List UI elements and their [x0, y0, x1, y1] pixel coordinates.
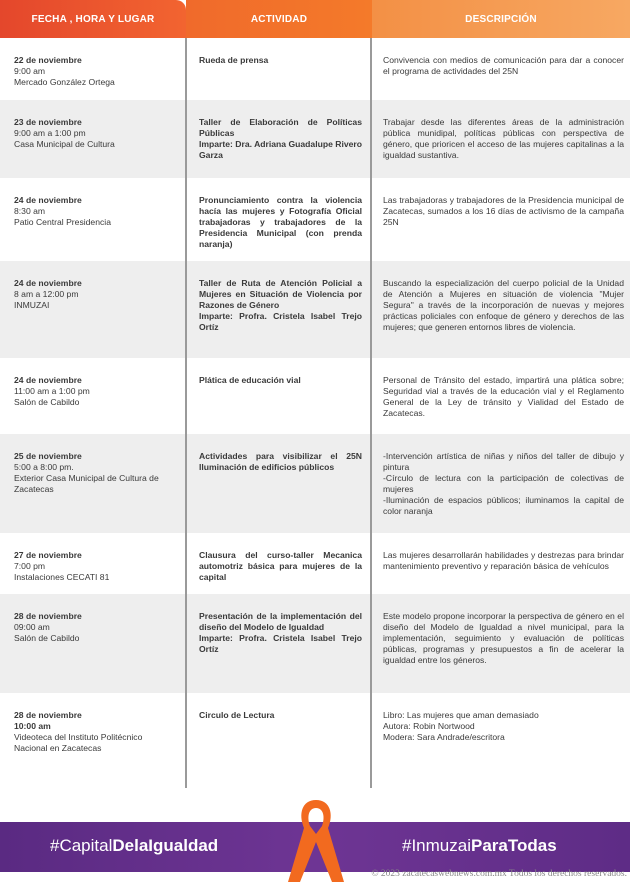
- description-text: -Iluminación de espacios públicos; iluminamos la capital de color naranja: [383, 495, 624, 516]
- event-date: 24 de noviembre: [14, 195, 82, 205]
- column-divider: [370, 38, 372, 100]
- event-date: 24 de noviembre: [14, 375, 82, 385]
- description-text: Buscando la especialización del cuerpo policial de la Unidad de Atención a Mujeres en situación de violencia "Mujer Segura" a través de la incorporación de nuevas y mejores prácticas policiales con enfoque de género y derechos de las mujeres; que generen entornos libres de violencia.: [383, 278, 624, 332]
- cell-activity: [186, 261, 372, 358]
- cell-activity: [186, 358, 372, 434]
- activity-text: Imparte: Profra. Cristela Isabel Trejo Ortíz: [199, 311, 362, 332]
- column-divider: [370, 693, 372, 788]
- event-place: Mercado González Ortega: [14, 77, 115, 87]
- activity-text: Pronunciamiento contra la violencia hacía las mujeres y Fotografía Oficial trabajadoras y trabajadores de la Presidencia Municipal (con prenda naranja): [199, 195, 362, 249]
- column-divider: [185, 261, 187, 358]
- description-text: Autora: Robin Nortwood: [383, 721, 475, 731]
- hashtag-capital-igualdad: #CapitalDelaIgualdad: [50, 836, 219, 855]
- event-place: INMUZAI: [14, 300, 50, 310]
- column-divider: [370, 358, 372, 434]
- column-divider: [370, 100, 372, 178]
- column-divider: [370, 261, 372, 358]
- activity-text: Presentación de la implementación del diseño del Modelo de Igualdad: [199, 611, 362, 632]
- cell-description: [372, 533, 630, 594]
- cell-date-place: [0, 178, 186, 261]
- cell-date-place: [0, 533, 186, 594]
- copyright-notice: © 2023 zacatecaswebnews.com.mx Todos los derechos reservados.: [371, 869, 627, 879]
- description-text: Trabajar desde las diferentes áreas de la administración pública munidipal, políticas públicas con perspectiva de género, que prioricen el acceso de las mujeres capitalinas a la igualdad sustantiva.: [383, 117, 624, 160]
- activity-text: Circulo de Lectura: [199, 710, 275, 720]
- column-divider: [185, 100, 187, 178]
- activity-text: Plática de educación vial: [199, 375, 301, 385]
- table-row: [0, 38, 630, 100]
- cell-date-place: [0, 358, 186, 434]
- event-time: 10:00 am: [14, 721, 51, 731]
- event-date: 28 de noviembre: [14, 611, 82, 621]
- column-divider: [185, 178, 187, 261]
- event-date: 24 de noviembre: [14, 278, 82, 288]
- description-text: -Círculo de lectura con la participación de colectivas de mujeres: [383, 473, 624, 494]
- cell-date-place: [0, 434, 186, 533]
- header-description: DESCRIPCIÓN: [372, 0, 630, 38]
- activity-text: Actividades para visibilizar el 25N Iluminación de edificios públicos: [199, 451, 362, 472]
- table-row: [0, 693, 630, 788]
- table-header: [0, 0, 630, 38]
- schedule-table: [0, 38, 630, 788]
- description-text: -Intervención artística de niñas y niños del taller de dibujo y pintura: [383, 451, 624, 472]
- column-divider: [370, 594, 372, 693]
- cell-activity: [186, 594, 372, 693]
- cell-activity: [186, 38, 372, 100]
- cell-description: [372, 178, 630, 261]
- description-text: Personal de Tránsito del estado, impartirá una plática sobre; Seguridad vial a través de la educación vial y el Reglamento General de la Ley de tránsito y Vialidad del Estado de Zacatecas.: [383, 375, 624, 418]
- cell-activity: [186, 434, 372, 533]
- cell-date-place: [0, 261, 186, 358]
- event-date: 23 de noviembre: [14, 117, 82, 127]
- cell-activity: [186, 693, 372, 788]
- description-text: Las trabajadoras y trabajadores de la Presidencia municipal de Zacatecas, sumados a los 16 días de activismo de la campaña 25N: [383, 195, 624, 227]
- activity-text: Taller de Elaboración de Políticas Públicas: [199, 117, 362, 138]
- column-divider: [185, 594, 187, 693]
- cell-description: [372, 100, 630, 178]
- event-date: 25 de noviembre: [14, 451, 82, 461]
- event-time: 9:00 am a 1:00 pm: [14, 128, 86, 138]
- cell-date-place: [0, 594, 186, 693]
- activity-text: Rueda de prensa: [199, 55, 269, 65]
- event-time: 5:00 a 8:00 pm.: [14, 462, 74, 472]
- event-time: 11:00 am a 1:00 pm: [14, 386, 90, 396]
- cell-description: [372, 594, 630, 693]
- cell-description: [372, 38, 630, 100]
- activity-text: Imparte: Profra. Cristela Isabel Trejo Ortíz: [199, 633, 362, 654]
- cell-description: [372, 434, 630, 533]
- table-row: [0, 178, 630, 261]
- event-time: 8 am a 12:00 pm: [14, 289, 79, 299]
- cell-activity: [186, 533, 372, 594]
- description-text: Las mujeres desarrollarán habilidades y destrezas para brindar mantenimiento preventivo y reparación básica de vehículos: [383, 550, 624, 571]
- table-row: [0, 100, 630, 178]
- event-date: 27 de noviembre: [14, 550, 82, 560]
- header-activity: ACTIVIDAD: [186, 0, 372, 38]
- event-place: Exterior Casa Municipal de Cultura de Zacatecas: [14, 473, 159, 494]
- event-date: 28 de noviembre: [14, 710, 82, 720]
- cell-activity: [186, 178, 372, 261]
- cell-description: [372, 261, 630, 358]
- event-time: 09:00 am: [14, 622, 50, 632]
- event-place: Salón de Cabildo: [14, 397, 80, 407]
- cell-description: [372, 693, 630, 788]
- cell-activity: [186, 100, 372, 178]
- column-divider: [185, 38, 187, 100]
- header-date-place: FECHA , HORA Y LUGAR: [0, 0, 186, 38]
- description-text: Libro: Las mujeres que aman demasiado: [383, 710, 539, 720]
- event-time: 8:30 am: [14, 206, 46, 216]
- activity-text: Taller de Ruta de Atención Policial a Mujeres en Situación de Violencia por Razones de Género: [199, 278, 362, 310]
- table-row: [0, 261, 630, 358]
- hashtag-inmuzai-para-todas: #InmuzaiParaTodas: [402, 836, 557, 855]
- column-divider: [185, 358, 187, 434]
- cell-date-place: [0, 38, 186, 100]
- activity-text: Imparte: Dra. Adriana Guadalupe Rivero Garza: [199, 139, 363, 160]
- column-divider: [185, 434, 187, 533]
- table-row: [0, 533, 630, 594]
- event-time: 7:00 pm: [14, 561, 46, 571]
- activity-text: Clausura del curso-taller Mecanica automotriz básica para mujeres de la capital: [199, 550, 362, 582]
- table-row: [0, 434, 630, 533]
- orange-ribbon-icon: [284, 794, 348, 888]
- event-place: Videoteca del Instituto Politécnico Nacional en Zacatecas: [14, 732, 143, 753]
- column-divider: [370, 434, 372, 533]
- column-divider: [185, 693, 187, 788]
- column-divider: [370, 533, 372, 594]
- description-text: Convivencia con medios de comunicación para dar a conocer el programa de actividades del 25N: [383, 55, 624, 76]
- event-place: Casa Municipal de Cultura: [14, 139, 115, 149]
- event-place: Patio Central Presidencia: [14, 217, 111, 227]
- event-place: Instalaciones CECATI 81: [14, 572, 110, 582]
- description-text: Modera: Sara Andrade/escritora: [383, 732, 505, 742]
- description-text: Este modelo propone incorporar la perspectiva de género en el diseño del Modelo de Igualdad a nivel municipal, para la implementación, seguimiento y evaluación de políticas públicas, programas y presupuestos a fin de acelerar la igualdad entre los géneros.: [383, 611, 624, 665]
- table-row: [0, 594, 630, 693]
- cell-date-place: [0, 100, 186, 178]
- column-divider: [185, 533, 187, 594]
- table-row: [0, 358, 630, 434]
- event-time: 9:00 am: [14, 66, 46, 76]
- cell-date-place: [0, 693, 186, 788]
- event-place: Salón de Cabildo: [14, 633, 80, 643]
- event-date: 22 de noviembre: [14, 55, 82, 65]
- cell-description: [372, 358, 630, 434]
- column-divider: [370, 178, 372, 261]
